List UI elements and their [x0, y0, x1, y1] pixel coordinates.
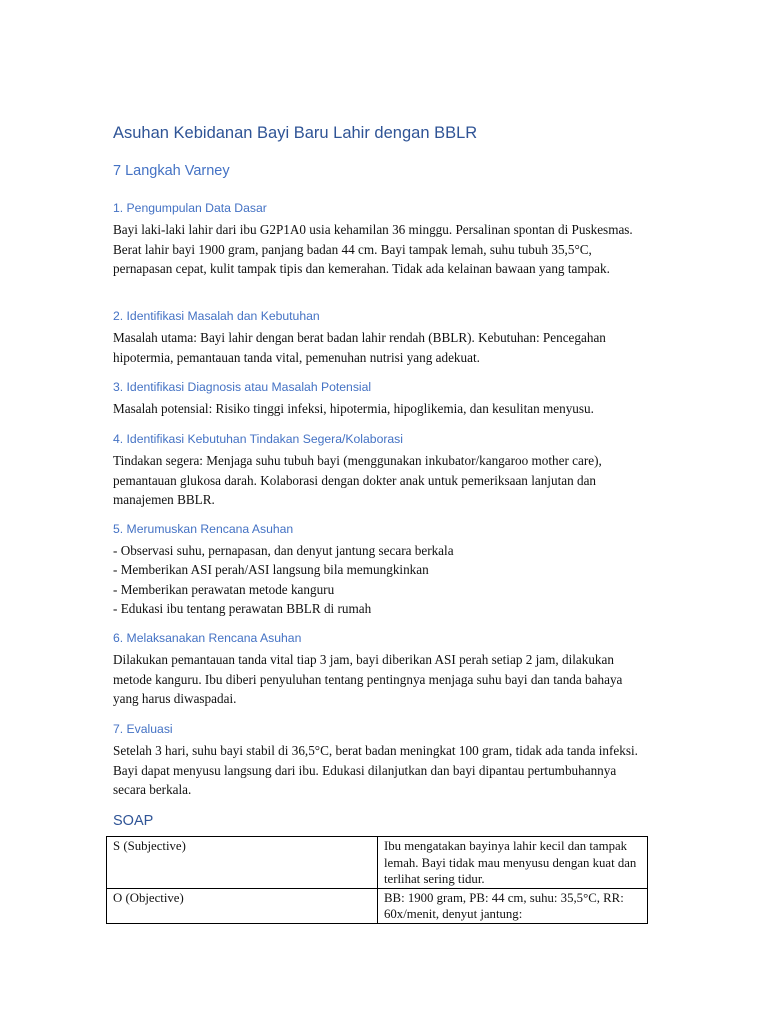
section-rencana-asuhan — [113, 521, 651, 619]
list-item: - Memberikan ASI perah/ASI langsung bila memungkinkan — [113, 562, 429, 578]
soap-label: O (Objective) — [107, 888, 378, 923]
soap-value: Ibu mengatakan bayinya lahir kecil dan tampak lemah. Bayi tidak mau menyusu dengan kuat dan terlihat sering tidur. — [378, 837, 648, 889]
plan-list — [113, 541, 651, 619]
section-pengumpulan-data — [113, 200, 651, 279]
soap-heading: SOAP — [113, 813, 154, 829]
section-masalah-potensial — [113, 379, 651, 419]
section-text: Masalah potensial: Risiko tinggi infeksi, hipotermia, hipoglikemia, dan kesulitan menyusu. — [113, 401, 594, 416]
section-evaluasi — [113, 721, 651, 800]
soap-label: S (Subjective) — [107, 837, 378, 889]
document-subtitle: 7 Langkah Varney — [113, 163, 230, 179]
list-item: - Observasi suhu, pernapasan, dan denyut jantung secara berkala — [113, 543, 454, 558]
section-heading: 6. Melaksanakan Rencana Asuhan — [113, 631, 302, 645]
table-row — [107, 837, 648, 889]
section-heading: 7. Evaluasi — [113, 722, 173, 736]
section-heading: 3. Identifikasi Diagnosis atau Masalah Potensial — [113, 380, 372, 394]
section-identifikasi-masalah — [113, 308, 651, 367]
soap-value: BB: 1900 gram, PB: 44 cm, suhu: 35,5°C, RR: 60x/menit, denyut jantung: — [378, 888, 648, 923]
section-text: Bayi laki-laki lahir dari ibu G2P1A0 usia kehamilan 36 minggu. Persalinan spontan di Puskesmas. Berat lahir bayi 1900 gram, panjang badan 44 cm. Bayi tampak lemah, suhu tubuh 35,5°C, pernapasan cepat, kulit tampak tipis dan kemerahan. Tidak ada kelainan bawaan yang tampak. — [113, 222, 633, 277]
section-text: Dilakukan pemantauan tanda vital tiap 3 jam, bayi diberikan ASI perah setiap 2 jam, dilakukan metode kanguru. Ibu diberi penyuluhan tentang pentingnya menjaga suhu bayi dan tanda bahaya yang harus diwaspadai. — [113, 652, 623, 707]
section-melaksanakan — [113, 630, 651, 709]
section-heading: 5. Merumuskan Rencana Asuhan — [113, 522, 294, 536]
list-item: - Memberikan perawatan metode kanguru — [113, 581, 335, 597]
section-text: Setelah 3 hari, suhu bayi stabil di 36,5°C, berat badan meningkat 100 gram, tidak ada tanda infeksi. Bayi dapat menyusu langsung dari ibu. Edukasi dilanjutkan dan bayi dipantau pertumbuhannya secara berkala. — [113, 743, 638, 798]
section-heading: 4. Identifikasi Kebutuhan Tindakan Segera/Kolaborasi — [113, 432, 403, 446]
section-text: Masalah utama: Bayi lahir dengan berat badan lahir rendah (BBLR). Kebutuhan: Pencegahan hipotermia, pemantauan tanda vital, pemenuhan nutrisi yang adekuat. — [113, 330, 606, 365]
section-heading: 2. Identifikasi Masalah dan Kebutuhan — [113, 309, 320, 323]
document-title: Asuhan Kebidanan Bayi Baru Lahir dengan BBLR — [113, 124, 478, 142]
soap-table — [106, 836, 648, 924]
section-text: Tindakan segera: Menjaga suhu tubuh bayi (menggunakan inkubator/kangaroo mother care), pemantauan glukosa darah. Kolaborasi dengan dokter anak untuk pemeriksaan lanjutan dan manajemen BBLR. — [113, 453, 602, 508]
list-item: - Edukasi ibu tentang perawatan BBLR di rumah — [113, 601, 372, 617]
section-heading: 1. Pengumpulan Data Dasar — [113, 201, 267, 215]
section-tindakan-segera — [113, 431, 651, 510]
table-row — [107, 888, 648, 923]
